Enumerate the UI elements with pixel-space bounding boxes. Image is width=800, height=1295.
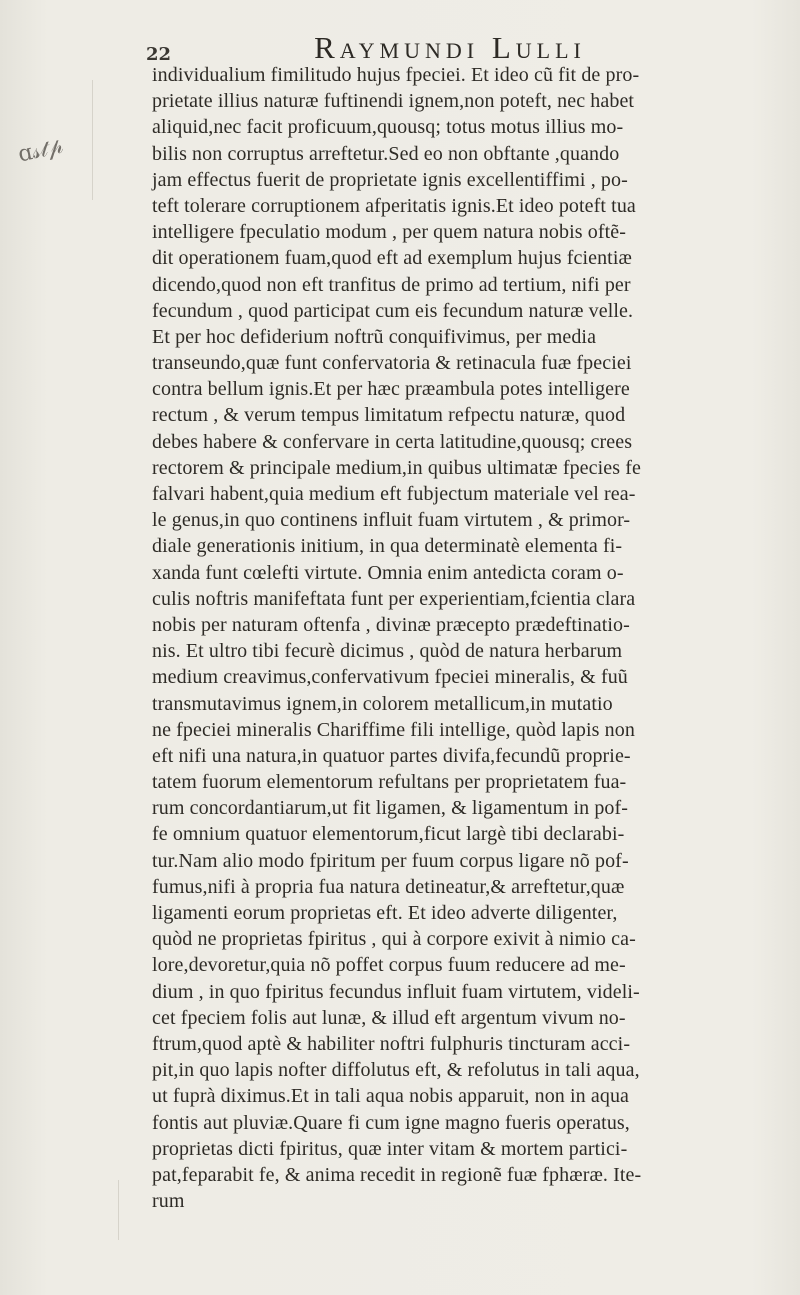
text-line: dit operationem fuam,quod eft ad exemplum hujus fcientiæ (152, 247, 632, 270)
text-line: nobis per naturam oftenfa , divinæ præcepto prædeftinatio- (152, 613, 630, 636)
text-line: ut fuprà diximus.Et in tali aqua nobis apparuit, non in aqua (152, 1085, 630, 1108)
text-line: dium , in quo fpiritus fecundus influit fuam virtutem, videli- (152, 980, 640, 1003)
text-line: fecundum , quod participat cum eis fecundum naturæ velle. (152, 299, 634, 322)
text-line: aliquid,nec facit proficuum,quousq; totus motus illius mo- (152, 116, 624, 139)
text-line: quòd ne proprietas fpiritus , qui à corpore exivit à nimio ca- (152, 928, 636, 951)
text-line: debes habere & confervare in certa latitudine,quousq; crees (152, 430, 633, 453)
text-line: ftrum,quod aptè & habiliter noftri fulphuris tincturam acci- (152, 1032, 631, 1055)
text-line: proprietas dicti fpiritus, quæ inter vitam & mortem partici- (152, 1137, 628, 1160)
text-line: le genus,in quo continens influit fuam virtutem , & primor- (152, 509, 631, 532)
text-line: diale generationis initium, in qua determinatè elementa fi- (152, 535, 623, 558)
text-line: tur.Nam alio modo fpiritum per fuum corpus ligare nõ pof- (152, 849, 629, 872)
text-line: rectum , & verum tempus limitatum refpectu naturæ, quod (152, 404, 626, 427)
text-line: fontis aut pluviæ.Quare fi cum igne magno fueris operatus, (152, 1111, 630, 1134)
text-line: eft nifi una natura,in quatuor partes divifa,fecundũ proprie- (152, 744, 631, 767)
text-line: ligamenti eorum proprietas eft. Et ideo adverte diligenter, (152, 902, 618, 924)
text-line: medium creavimus,confervativum fpeciei mineralis, & fuũ (152, 666, 628, 689)
text-line: pit,in quo lapis nofter diffolutus eft, & refolutus in tali aqua, (152, 1059, 640, 1082)
text-line: jam effectus fuerit de proprietate ignis excellentiffimi , po- (152, 168, 628, 191)
text-line: transeundo,quæ funt confervatoria & retinacula fuæ fpeciei (152, 352, 632, 375)
text-line: intelligere fpeculatio modum , per quem natura nobis oftẽ- (152, 221, 626, 244)
page-number: 22 (146, 44, 172, 65)
text-line: culis noftris manifeftata funt per experientiam,fcientia clara (152, 587, 636, 610)
text-line: teft tolerare corruptionem afperitatis ignis.Et ideo poteft tua (152, 194, 636, 217)
text-line: rum (152, 1190, 185, 1213)
page-header (146, 28, 746, 64)
text-line: dicendo,quod non eft tranfitus de primo ad tertium, nifi per (152, 273, 631, 296)
text-line: tatem fuorum elementorum refultans per proprietatem fua- (152, 771, 627, 794)
margin-rule (92, 80, 93, 200)
text-line: nis. Et ultro tibi fecurè dicimus , quòd de natura herbarum (152, 640, 623, 663)
text-line: lore,devoretur,quia nõ poffet corpus fuum reducere ad me- (152, 954, 626, 977)
text-line: rum concordantiarum,ut fit ligamen, & ligamentum in pof- (152, 797, 629, 820)
text-line: Et per hoc defiderium noftrũ conquifivimus, per media (152, 325, 597, 348)
text-line: ne fpeciei mineralis Chariffime fili intellige, quòd lapis non (152, 718, 635, 741)
text-line: falvari habent,quia medium eft fubjectum materiale vel rea- (152, 483, 636, 505)
text-line: fumus,nifi à propria fua natura detineatur,& arreftetur,quæ (152, 875, 625, 898)
text-line: cet fpeciem folis aut lunæ, & illud eft argentum vivum no- (152, 1006, 626, 1029)
text-line: pat,feparabit fe, & anima recedit in regionẽ fuæ fphæræ. Ite- (152, 1163, 642, 1186)
running-title: Raymundi Lulli (314, 30, 586, 65)
margin-rule-lower (118, 1180, 119, 1240)
text-line: fe omnium quatuor elementorum,ficut largè tibi declarabi- (152, 823, 625, 846)
marginal-annotation: ɑ𝓈𝓉𝓅 (15, 133, 66, 168)
text-line: contra bellum ignis.Et per hæc præambula potes intelligere (152, 378, 630, 401)
text-line: prietate illius naturæ fuftinendi ignem,non poteft, nec habet (152, 90, 635, 113)
text-line: transmutavimus ignem,in colorem metallicum,in mutatio (152, 692, 613, 715)
text-line: bilis non corruptus arreftetur.Sed eo non obftante ,quando (152, 142, 620, 165)
text-line: rectorem & principale medium,in quibus ultimatæ fpecies fe (152, 456, 641, 479)
text-line: xanda funt cœlefti virtute. Omnia enim antedicta coram o- (152, 561, 624, 584)
body-text (152, 62, 762, 1214)
text-line: individualium fimilitudo hujus fpeciei. Et ideo cũ fit de pro- (152, 64, 640, 86)
